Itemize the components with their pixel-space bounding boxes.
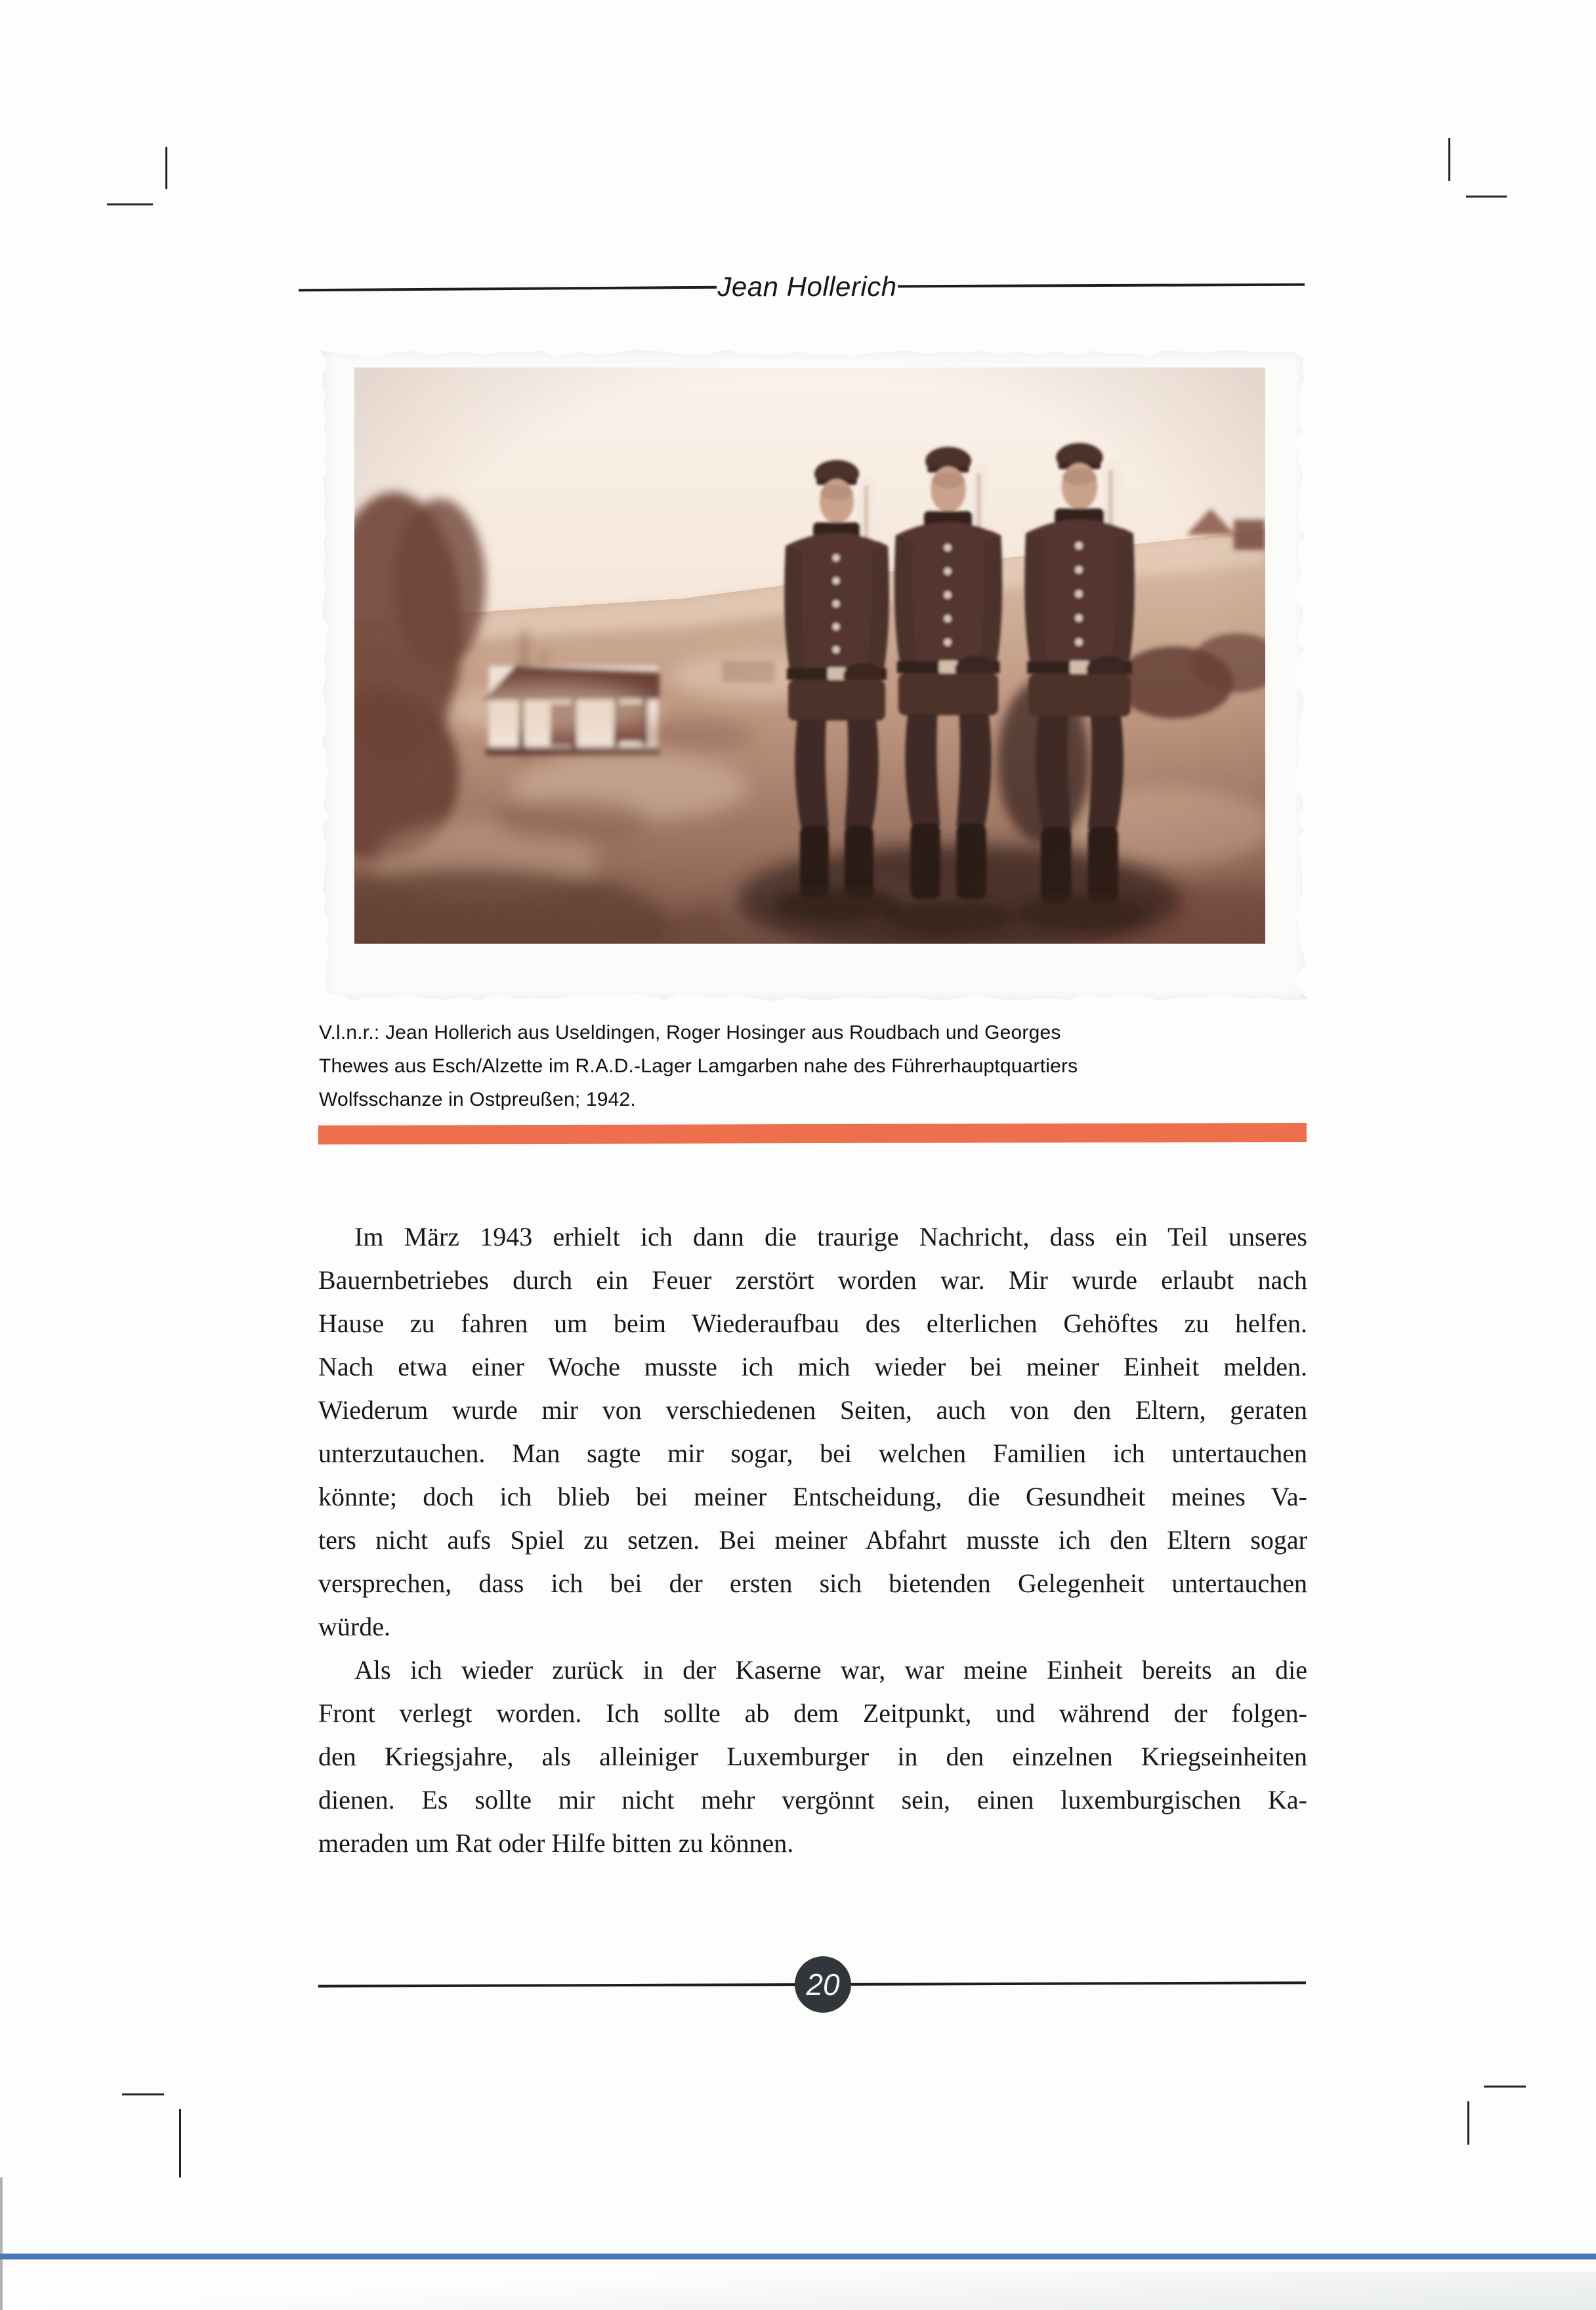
body-line: versprechen, dass ich bei der ersten sich bietenden Gelegenheit untertauchen (318, 1568, 1307, 1598)
caption-line: V.l.n.r.: Jean Hollerich aus Useldingen, Roger Hosinger aus Roudbach und Georges (319, 1022, 1061, 1043)
header-rule-left (299, 286, 717, 291)
body-line: Nach etwa einer Woche musste ich mich wieder bei meiner Einheit melden. (318, 1352, 1307, 1381)
body-line: könnte; doch ich blieb bei meiner Entscheidung, die Gesundheit meines Va- (318, 1482, 1307, 1511)
crop-mark-bottom-right-h (1484, 2086, 1526, 2088)
body-line: Bauernbetriebes durch ein Feuer zerstört worden war. Mir wurde erlaubt nach (318, 1265, 1307, 1295)
body-line: Front verlegt worden. Ich sollte ab dem Zeitpunkt, und während der folgen- (318, 1698, 1307, 1728)
body-line: den Kriegsjahre, als alleiniger Luxemburger in den einzelnen Kriegseinheiten (318, 1742, 1307, 1771)
page-number: 20 (806, 1967, 840, 2002)
crop-mark-top-right-h (1466, 196, 1507, 198)
accent-bar (318, 1123, 1307, 1144)
crop-mark-top-left-v (165, 147, 167, 189)
photo-caption (319, 1016, 1310, 1116)
body-text (318, 1215, 1307, 1865)
body-line: ters nicht aufs Spiel zu setzen. Bei meiner Abfahrt musste ich den Eltern sogar (318, 1525, 1307, 1555)
crop-mark-bottom-right-v (1467, 2101, 1469, 2145)
crop-mark-top-left-h (107, 203, 153, 205)
body-line: unterzutauchen. Man sagte mir sogar, bei welchen Familien ich untertauchen (318, 1438, 1307, 1468)
body-line: Im März 1943 erhielt ich dann die traurige Nachricht, dass ein Teil unseres (354, 1222, 1307, 1251)
caption-line: Wolfsschanze in Ostpreußen; 1942. (319, 1089, 636, 1110)
body-line: Wiederum wurde mir von verschiedenen Seiten, auch von den Eltern, geraten (318, 1395, 1307, 1425)
body-line: Hause zu fahren um beim Wiederaufbau des elterlichen Gehöftes zu helfen. (318, 1309, 1307, 1338)
crop-mark-bottom-left-v (179, 2109, 181, 2177)
body-line: meraden um Rat oder Hilfe bitten zu können. (318, 1828, 794, 1858)
body-line: dienen. Es sollte mir nicht mehr vergönnt sein, einen luxemburgischen Ka- (318, 1785, 1307, 1815)
caption-line: Thewes aus Esch/Alzette im R.A.D.-Lager Lamgarben nahe des Führerhauptquartiers (319, 1055, 1078, 1077)
crop-mark-bottom-left-h (122, 2093, 164, 2095)
header-rule-right (898, 284, 1305, 288)
body-line: würde. (318, 1612, 390, 1641)
scan-left-edge (0, 2177, 3, 2310)
page-number-badge (795, 1956, 851, 2013)
crop-mark-top-right-v (1448, 138, 1450, 181)
photo-frame (320, 348, 1307, 1003)
scan-bottom-fade (0, 2272, 1596, 2310)
bottom-blue-rule (0, 2254, 1596, 2259)
body-line: Als ich wieder zurück in der Kaserne war, war meine Einheit bereits an die (354, 1655, 1307, 1685)
page-title: Jean Hollerich (717, 271, 897, 302)
photo-border (320, 348, 1307, 1003)
